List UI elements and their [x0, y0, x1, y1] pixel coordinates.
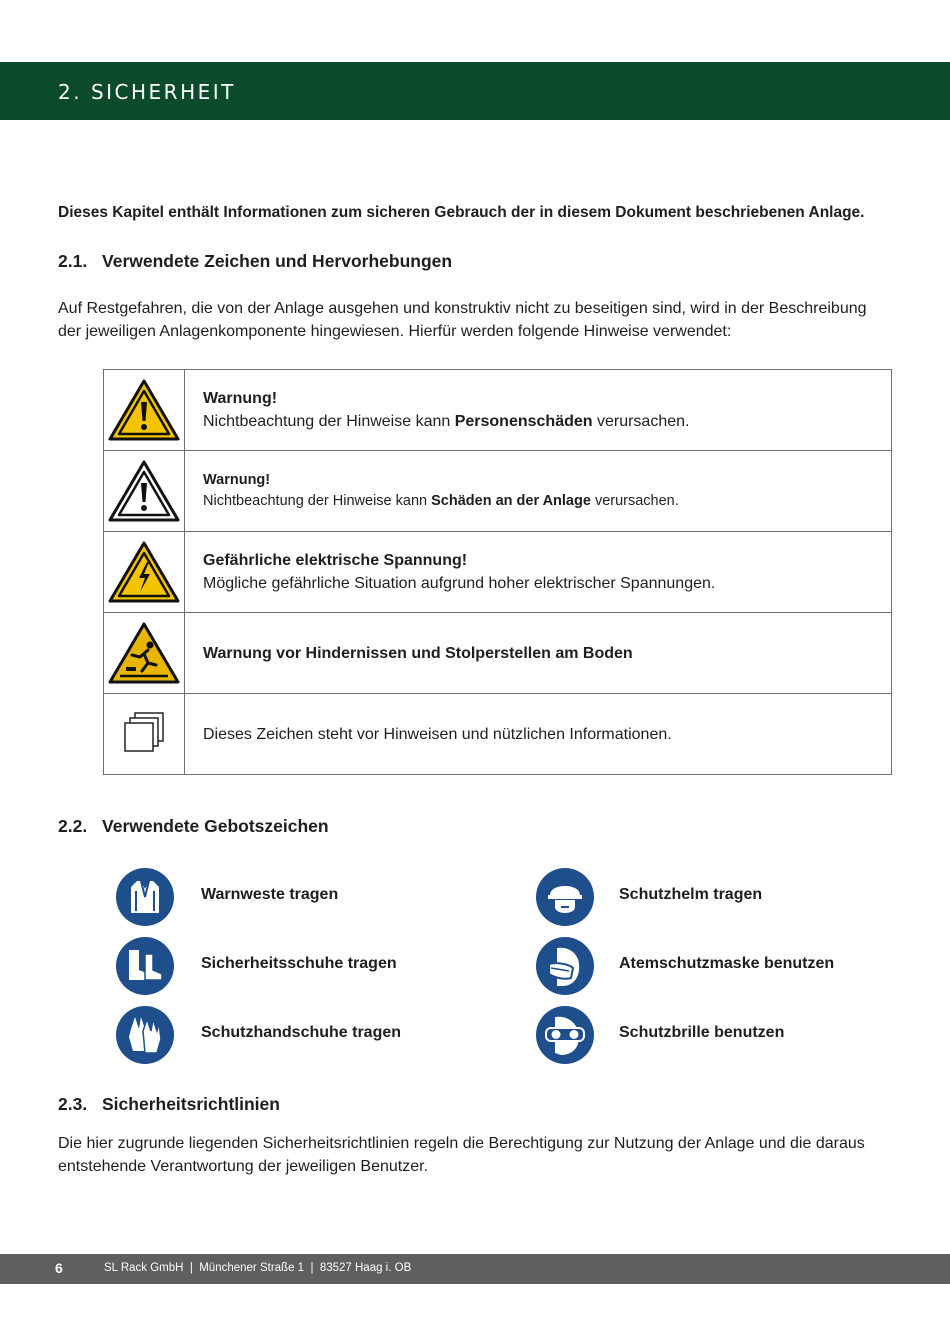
paragraph-line: entstehende Verantwortung der jeweiligen Benutzer. — [58, 1158, 429, 1175]
section-2-1-heading — [58, 251, 452, 272]
hint-description: Nichtbeachtung der Hinweise kann Schäden an der Anlage verursachen. — [203, 493, 679, 509]
icon-cell — [104, 613, 185, 694]
mandatory-sign-item — [115, 867, 475, 927]
paragraph-line: Die hier zugrunde liegenden Sicherheitsrichtlinien regeln die Berechtigung zur Nutzung der Anlage und die daraus — [58, 1135, 865, 1152]
gloves-icon — [115, 1005, 175, 1065]
table-row — [104, 613, 892, 694]
hint-title: Warnung vor Hindernissen und Stolperstellen am Boden — [203, 644, 633, 662]
section-number: 2.3. — [58, 1094, 88, 1114]
mandatory-sign-label: Warnweste tragen — [201, 886, 339, 903]
chapter-title: 2. SICHERHEIT — [58, 80, 236, 104]
section-2-3-heading — [58, 1094, 280, 1115]
hint-text-cell — [185, 532, 892, 613]
paragraph-line: der jeweiligen Anlagenkomponente hingewiesen. Hierfür werden folgende Hinweise verwendet: — [58, 323, 732, 340]
hint-description: Nichtbeachtung der Hinweise kann Personenschäden verursachen. — [203, 413, 690, 430]
hint-title: Gefährliche elektrische Spannung! — [203, 552, 468, 569]
table-row — [104, 451, 892, 532]
paragraph-line: Auf Restgefahren, die von der Anlage ausgehen und konstruktiv nicht zu beseitigen sind, wird in der Beschreibung — [58, 300, 867, 317]
electric-voltage-icon — [108, 540, 180, 604]
icon-cell — [104, 694, 185, 775]
footer-bar — [0, 1254, 950, 1284]
safety-boots-icon — [115, 936, 175, 996]
trip-hazard-icon — [108, 621, 180, 685]
respirator-mask-icon — [535, 936, 595, 996]
mandatory-sign-label: Schutzhelm tragen — [619, 886, 763, 903]
section-title: Verwendete Zeichen und Hervorhebungen — [102, 251, 453, 271]
mandatory-sign-item — [535, 1005, 895, 1065]
mandatory-sign-label: Schutzhandschuhe tragen — [201, 1024, 402, 1041]
chapter-header-bar — [0, 62, 950, 120]
mandatory-sign-item — [535, 936, 895, 996]
section-number: 2.1. — [58, 251, 88, 271]
mandatory-sign-item — [535, 867, 895, 927]
info-pages-icon — [121, 711, 167, 757]
mandatory-sign-item — [115, 936, 475, 996]
section-number: 2.2. — [58, 816, 88, 836]
hint-text-cell — [185, 451, 892, 532]
section-2-3-paragraph — [58, 1132, 898, 1178]
mandatory-sign-label: Schutzbrille benutzen — [619, 1024, 785, 1041]
hint-text-cell — [185, 694, 892, 775]
general-warning-icon — [108, 378, 180, 442]
table-row — [104, 532, 892, 613]
hard-hat-icon — [535, 867, 595, 927]
hint-symbols-table — [103, 369, 892, 775]
hint-text-cell — [185, 370, 892, 451]
hint-title: Warnung! — [203, 390, 278, 407]
page-number: 6 — [55, 1260, 63, 1276]
icon-cell — [104, 451, 185, 532]
table-row — [104, 694, 892, 775]
section-title: Verwendete Gebotszeichen — [102, 816, 329, 836]
safety-vest-icon — [115, 867, 175, 927]
mandatory-sign-item — [115, 1005, 475, 1065]
section-2-2-heading — [58, 816, 329, 837]
hint-description: Mögliche gefährliche Situation aufgrund hoher elektrischer Spannungen. — [203, 575, 716, 592]
hint-text-cell — [185, 613, 892, 694]
intro-text: Dieses Kapitel enthält Informationen zum sicheren Gebrauch der in diesem Dokument beschriebenen Anlage. — [58, 204, 865, 221]
table-row — [104, 370, 892, 451]
icon-cell — [104, 370, 185, 451]
hint-description: Dieses Zeichen steht vor Hinweisen und nützlichen Informationen. — [203, 725, 672, 743]
mandatory-sign-label: Atemschutzmaske benutzen — [619, 955, 835, 972]
equipment-warning-icon — [108, 459, 180, 523]
safety-goggles-icon — [535, 1005, 595, 1065]
section-title: Sicherheitsrichtlinien — [102, 1094, 280, 1114]
footer-address: SL Rack GmbH | Münchener Straße 1 | 83527 Haag i. OB — [104, 1262, 412, 1274]
hint-title: Warnung! — [203, 472, 271, 488]
mandatory-sign-label: Sicherheitsschuhe tragen — [201, 955, 397, 972]
icon-cell — [104, 532, 185, 613]
section-2-1-paragraph — [58, 297, 898, 343]
